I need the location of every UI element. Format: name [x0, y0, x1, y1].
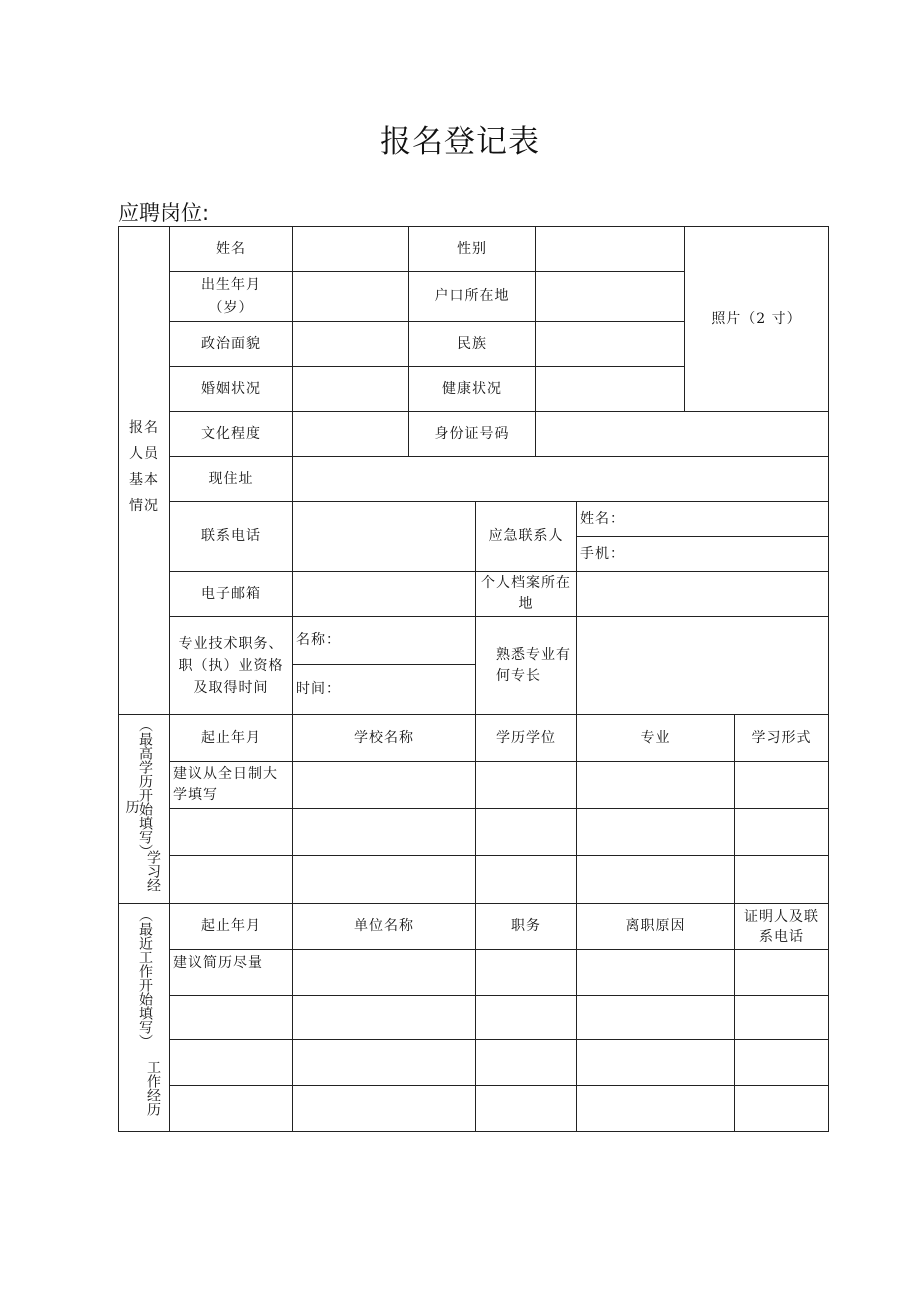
birth-input-cell[interactable]: [293, 272, 408, 321]
study-header-school: 学校名称: [354, 729, 414, 746]
study-hint-line: 学填写: [173, 787, 218, 803]
page-title: 报名登记表: [380, 124, 540, 160]
education-input-cell[interactable]: [293, 412, 408, 456]
work-section-label-paren: （最近工作开始填写）: [137, 908, 153, 1048]
work-hint-cell[interactable]: 建议简历尽量: [173, 955, 263, 971]
marital-input-cell[interactable]: [293, 367, 408, 411]
qualification-label: [170, 617, 292, 714]
id-number-label: 身份证号码: [434, 425, 510, 442]
study-hint-line: 建议从全日制大: [173, 766, 278, 782]
archive-label-line: 地: [518, 596, 534, 612]
work-section-label-main: 工作经历: [145, 1060, 161, 1116]
specialty-label: [476, 617, 576, 714]
email-input-cell[interactable]: [293, 572, 475, 616]
study-hint-cell[interactable]: [170, 762, 292, 808]
work-header-period: 起止年月: [201, 918, 261, 934]
qualification-label-line: 及取得时间: [193, 679, 269, 696]
study-row-3[interactable]: [170, 856, 828, 903]
address-label: 现住址: [208, 470, 254, 487]
study-row-2[interactable]: [170, 809, 828, 855]
work-header-witness: [735, 904, 828, 949]
specialty-input-cell[interactable]: [577, 617, 828, 714]
work-header-title: 职务: [511, 918, 541, 934]
study-header-period: 起止年月: [201, 729, 261, 746]
work-witness-line: 证明人及联: [744, 908, 819, 925]
archive-input-cell[interactable]: [577, 572, 828, 616]
specialty-label-line: 何专长: [496, 667, 541, 684]
work-row-1[interactable]: [293, 950, 828, 995]
birth-label: [170, 272, 292, 321]
phone-label: 联系电话: [201, 528, 261, 544]
emergency-contact-label: 应急联系人: [488, 528, 564, 544]
political-input-cell[interactable]: [293, 322, 408, 366]
ethnicity-label: 民族: [457, 335, 487, 352]
work-header-reason: 离职原因: [625, 918, 686, 934]
health-input-cell[interactable]: [536, 367, 684, 411]
qualification-name-field[interactable]: 名称：: [296, 632, 341, 648]
birth-label-line: （岁）: [208, 299, 254, 316]
study-section-label-paren: （最高学历开始填写）: [137, 718, 153, 858]
basic-label-line: 情况: [129, 498, 159, 514]
hukou-label: 户口所在地: [434, 288, 510, 304]
work-row-2[interactable]: [170, 996, 828, 1039]
study-section-label-char: 历: [125, 799, 141, 816]
address-input-cell[interactable]: [293, 457, 828, 501]
study-row-1[interactable]: [293, 762, 828, 808]
archive-label-line: 个人档案所在: [481, 575, 571, 591]
study-section-label-main: 学习经: [145, 850, 161, 892]
basic-label-line: 基本: [129, 472, 159, 488]
photo-box[interactable]: 照片（2 寸）: [711, 310, 802, 327]
gender-input-cell[interactable]: [536, 227, 684, 271]
qualification-label-line: 职（执）业资格: [178, 657, 284, 674]
study-header-major: 专业: [640, 729, 671, 746]
political-label: 政治面貌: [201, 335, 261, 352]
work-row-4[interactable]: [170, 1086, 828, 1131]
qualification-label-line: 专业技术职务、: [178, 635, 284, 652]
name-input-cell[interactable]: [293, 227, 408, 271]
emergency-mobile-field[interactable]: 手机：: [580, 545, 625, 562]
birth-label-line: 出生年月: [201, 276, 261, 293]
basic-label-line: 报名: [129, 420, 159, 436]
specialty-label-line: 熟悉专业有: [496, 646, 571, 663]
basic-label-line: 人员: [129, 446, 159, 462]
hukou-input-cell[interactable]: [536, 272, 684, 321]
position-label: 应聘岗位:: [118, 201, 210, 225]
emergency-name-field[interactable]: 姓名：: [580, 510, 625, 527]
education-label: 文化程度: [201, 425, 261, 442]
work-header-company: 单位名称: [354, 918, 414, 934]
name-label: 姓名: [216, 240, 246, 257]
archive-label: [476, 572, 576, 616]
qualification-time-field[interactable]: 时间：: [296, 681, 341, 697]
study-header-form: 学习形式: [751, 729, 812, 746]
ethnicity-input-cell[interactable]: [536, 322, 684, 366]
gender-label: 性别: [457, 240, 487, 257]
basic-info-section-label: [119, 412, 169, 522]
email-label: 电子邮箱: [201, 585, 261, 602]
phone-input-cell[interactable]: [293, 502, 475, 571]
id-number-input-cell[interactable]: [536, 412, 828, 456]
study-header-degree: 学历学位: [496, 729, 556, 746]
work-row-3[interactable]: [170, 1040, 828, 1085]
marital-label: 婚姻状况: [201, 380, 261, 397]
health-label: 健康状况: [442, 380, 502, 397]
work-witness-line: 系电话: [759, 928, 804, 945]
